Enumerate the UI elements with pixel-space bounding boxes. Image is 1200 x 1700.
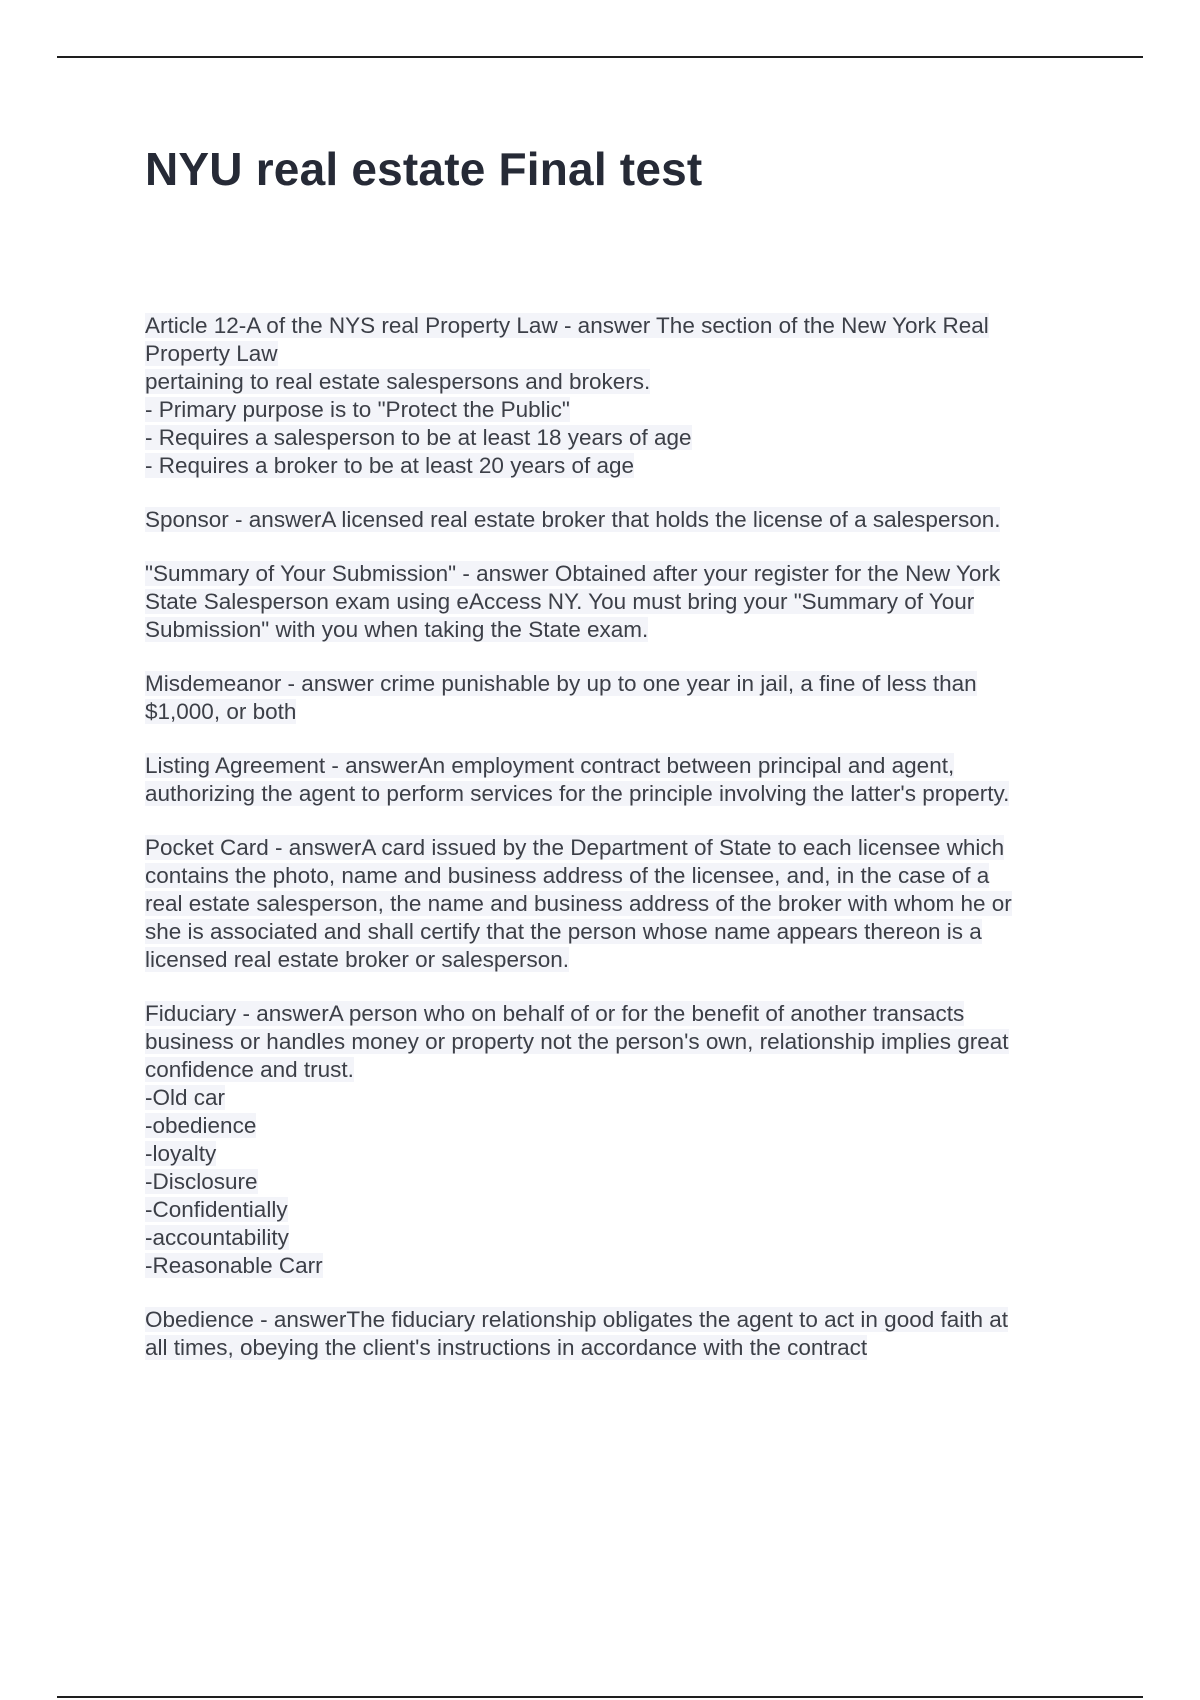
entry-line: State Salesperson exam using eAccess NY. You must bring your "Summary of Your (145, 589, 975, 614)
entry-fiduciary (145, 1000, 1075, 1280)
entry-pocket-card (145, 834, 1075, 974)
document-body (145, 312, 1075, 1388)
document-title: NYU real estate Final test (145, 143, 703, 195)
entry-line: -accountability (145, 1225, 289, 1250)
entry-line: Pocket Card - answerA card issued by the Department of State to each licensee which (145, 835, 1005, 860)
entry-article-12a (145, 312, 1075, 480)
entry-line: - Primary purpose is to "Protect the Public" (145, 397, 570, 422)
entry-line: all times, obeying the client's instructions in accordance with the contract (145, 1335, 868, 1360)
entry-line: Property Law (145, 341, 278, 366)
entry-obedience (145, 1306, 1075, 1362)
entry-line: -Reasonable Carr (145, 1253, 323, 1278)
entry-line: - Requires a broker to be at least 20 years of age (145, 453, 635, 478)
entry-line: pertaining to real estate salespersons and brokers. (145, 369, 651, 394)
entry-listing-agreement (145, 752, 1075, 808)
entry-line: -loyalty (145, 1141, 217, 1166)
entry-line: Article 12-A of the NYS real Property Law - answer The section of the New York Real (145, 313, 989, 338)
entry-line: -Old car (145, 1085, 226, 1110)
entry-line: contains the photo, name and business address of the licensee, and, in the case of a (145, 863, 990, 888)
entry-line: Sponsor - answerA licensed real estate broker that holds the license of a salesperson. (145, 507, 1001, 532)
footer-rule (57, 1696, 1143, 1698)
entry-sponsor (145, 506, 1075, 534)
entry-line: business or handles money or property not the person's own, relationship implies great (145, 1029, 1009, 1054)
entry-summary-of-submission (145, 560, 1075, 644)
entry-line: Listing Agreement - answerAn employment contract between principal and agent, (145, 753, 955, 778)
entry-line: Obedience - answerThe fiduciary relationship obligates the agent to act in good faith at (145, 1307, 1009, 1332)
entry-line: -Confidentially (145, 1197, 288, 1222)
entry-line: "Summary of Your Submission" - answer Obtained after your register for the New York (145, 561, 1001, 586)
entry-line: licensed real estate broker or salesperson. (145, 947, 569, 972)
entry-line: Misdemeanor - answer crime punishable by up to one year in jail, a fine of less than (145, 671, 977, 696)
entry-line: she is associated and shall certify that the person whose name appears thereon is a (145, 919, 982, 944)
entry-line: Fiduciary - answerA person who on behalf of or for the benefit of another transacts (145, 1001, 965, 1026)
entry-line: Submission" with you when taking the State exam. (145, 617, 649, 642)
entry-line: -Disclosure (145, 1169, 258, 1194)
entry-line: $1,000, or both (145, 699, 297, 724)
entry-line: - Requires a salesperson to be at least 18 years of age (145, 425, 692, 450)
entry-line: -obedience (145, 1113, 257, 1138)
entry-misdemeanor (145, 670, 1075, 726)
header-rule (57, 56, 1143, 58)
entry-line: real estate salesperson, the name and business address of the broker with whom he or (145, 891, 1012, 916)
entry-line: authorizing the agent to perform services for the principle involving the latter's property. (145, 781, 1010, 806)
entry-line: confidence and trust. (145, 1057, 354, 1082)
